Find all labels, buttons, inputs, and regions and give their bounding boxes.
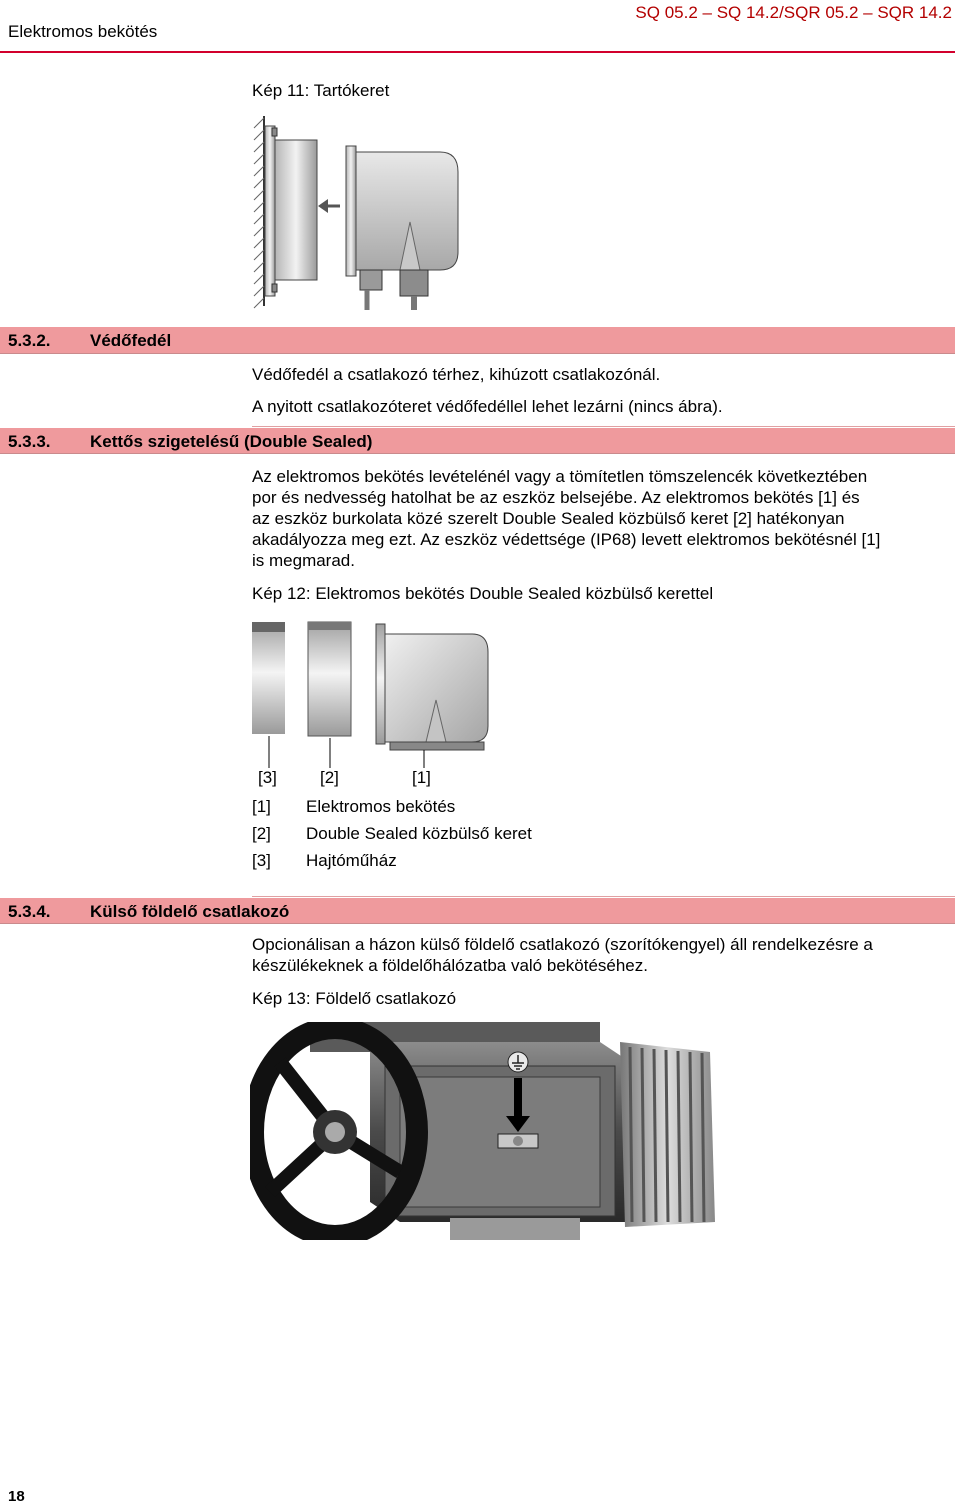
section-5-3-2-line-2: A nyitott csatlakozóteret védőfedéllel lehet lezárni (nincs ábra). bbox=[252, 397, 723, 416]
section-number: 5.3.2. bbox=[8, 331, 51, 350]
paragraph-line: készülékeknek a földelőhálózatba való bekötéséhez. bbox=[252, 956, 648, 975]
figure-12-label-2: [2] bbox=[320, 768, 339, 787]
section-number: 5.3.4. bbox=[8, 902, 51, 921]
section-title: Külső földelő csatlakozó bbox=[90, 902, 290, 921]
section-5-3-4-paragraph bbox=[252, 934, 957, 976]
paragraph-line: az eszköz burkolata közé szerelt Double Sealed közbülső keret [2] hatékonyan bbox=[252, 509, 845, 528]
section-title: Kettős szigetelésű (Double Sealed) bbox=[90, 432, 373, 451]
figure-13-earth-connection-photo bbox=[250, 1022, 720, 1240]
section-5-3-2-line-1: Védőfedél a csatlakozó térhez, kihúzott csatlakozónál. bbox=[252, 365, 661, 384]
legend-value: Hajtóműház bbox=[306, 851, 397, 870]
section-title: Védőfedél bbox=[90, 331, 172, 350]
figure-11-caption: Kép 11: Tartókeret bbox=[252, 81, 390, 100]
section-number: 5.3.3. bbox=[8, 432, 51, 451]
paragraph-line: akadályozza meg ezt. Az eszköz védettsége (IP68) levett elektromos bekötésnél [1] bbox=[252, 530, 881, 549]
header-chapter-title: Elektromos bekötés bbox=[8, 22, 158, 41]
legend-key: [3] bbox=[252, 851, 271, 870]
legend-item bbox=[252, 797, 752, 817]
section-5-3-3-heading bbox=[0, 428, 955, 454]
section-5-3-4-heading bbox=[0, 898, 955, 924]
figure-13-caption: Kép 13: Földelő csatlakozó bbox=[252, 989, 457, 1008]
legend-value: Elektromos bekötés bbox=[306, 797, 456, 816]
legend-value: Double Sealed közbülső keret bbox=[306, 824, 532, 843]
header-rule bbox=[0, 51, 955, 53]
header-product-range: SQ 05.2 – SQ 14.2/SQR 05.2 – SQR 14.2 bbox=[635, 3, 952, 22]
paragraph-line: is megmarad. bbox=[252, 551, 355, 570]
figure-12-caption: Kép 12: Elektromos bekötés Double Sealed közbülső kerettel bbox=[252, 584, 714, 603]
figure-12-double-sealed-illustration bbox=[250, 618, 495, 768]
paragraph-line: por és nedvesség hatolhat be az eszköz belsejébe. Az elektromos bekötés [1] és bbox=[252, 488, 860, 507]
legend-item bbox=[252, 824, 752, 844]
figure-12-label-1: [1] bbox=[412, 768, 431, 787]
section-5-3-2-heading bbox=[0, 327, 955, 354]
page-number: 18 bbox=[8, 1488, 25, 1505]
legend-key: [2] bbox=[252, 824, 271, 843]
divider bbox=[252, 426, 955, 427]
figure-11-mounting-frame-illustration bbox=[250, 112, 470, 310]
paragraph-line: Opcionálisan a házon külső földelő csatlakozó (szorítókengyel) áll rendelkezésre a bbox=[252, 935, 873, 954]
figure-12-label-3: [3] bbox=[258, 768, 277, 787]
paragraph-line: Az elektromos bekötés levételénél vagy a tömítetlen tömszelencék következtében bbox=[252, 467, 868, 486]
legend-key: [1] bbox=[252, 797, 271, 816]
divider bbox=[252, 896, 955, 897]
section-5-3-3-paragraph bbox=[252, 466, 957, 571]
legend-item bbox=[252, 851, 752, 871]
